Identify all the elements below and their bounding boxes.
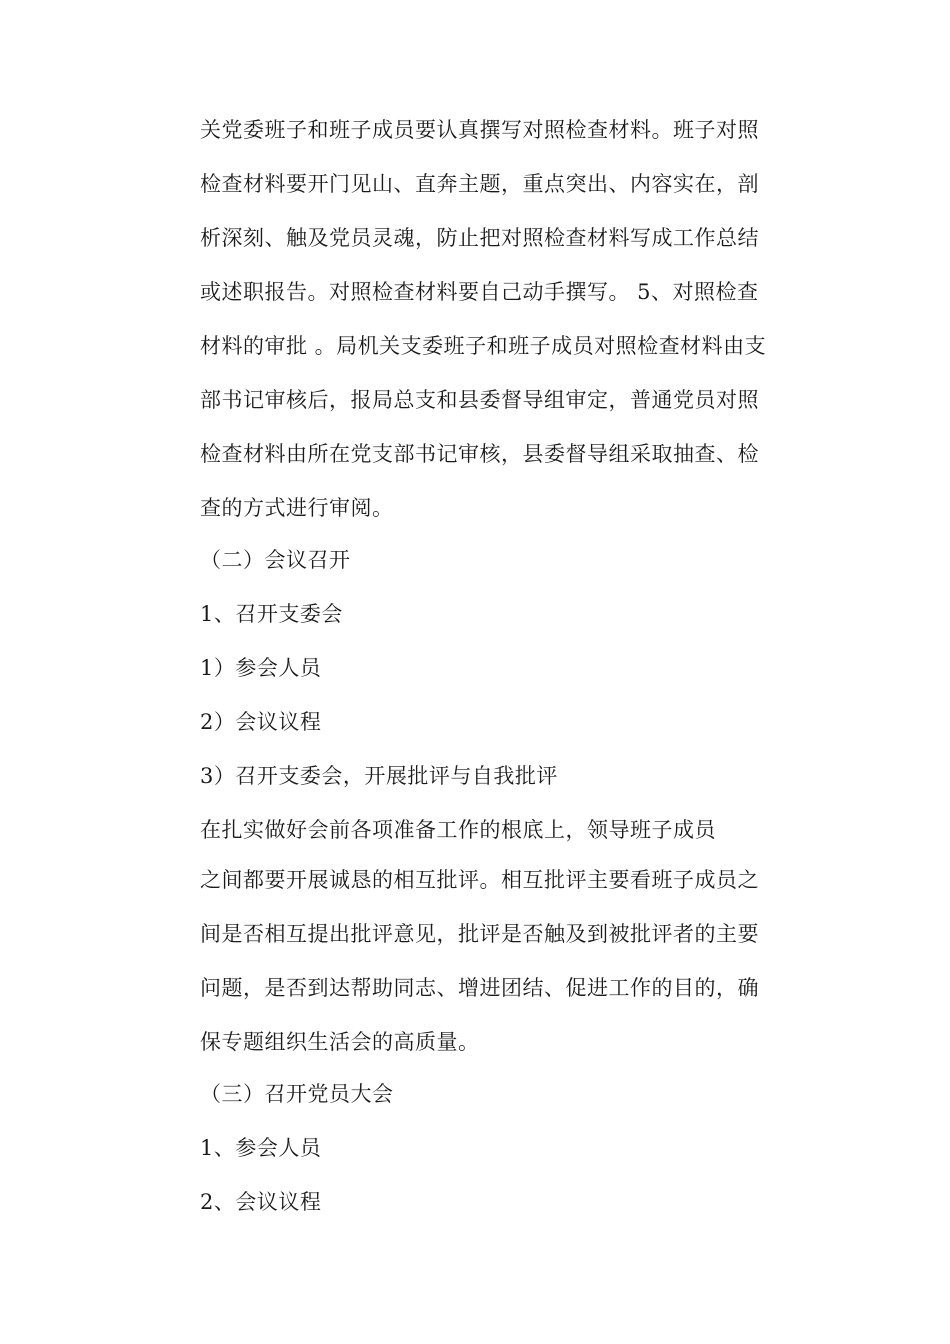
body-text-line: 之间都要开展诚恳的相互批评。相互批评主要看班子成员之: [200, 868, 759, 892]
body-text-line: 保专题组织生活会的高质量。: [200, 1030, 480, 1054]
list-item: 1）参会人员: [200, 656, 322, 680]
subsection-heading: 1、召开支委会: [200, 602, 343, 626]
section-heading: （三）召开党员大会: [200, 1082, 394, 1106]
list-item: 2）会议议程: [200, 710, 322, 734]
body-text-line: 检查材料要开门见山、直奔主题，重点突出、内容实在，剖: [200, 172, 759, 196]
list-item: 2、会议议程: [200, 1190, 322, 1214]
body-text-line: 部书记审核后，报局总支和县委督导组审定，普通党员对照: [200, 388, 759, 412]
body-text-line: 间是否相互提出批评意见，批评是否触及到被批评者的主要: [200, 922, 759, 946]
body-text-line: 或述职报告。对照检查材料要自己动手撰写。 5、对照检查: [200, 280, 759, 304]
list-item: 3）召开支委会，开展批评与自我批评: [200, 764, 558, 788]
body-text-line: 在扎实做好会前各项准备工作的根底上，领导班子成员: [200, 818, 716, 842]
section-heading: （二）会议召开: [200, 548, 351, 572]
body-text-line: 问题，是否到达帮助同志、增进团结、促进工作的目的，确: [200, 976, 759, 1000]
list-item: 1、参会人员: [200, 1136, 322, 1160]
body-text-line: 查的方式进行审阅。: [200, 496, 394, 520]
body-text-line: 关党委班子和班子成员要认真撰写对照检查材料。班子对照: [200, 118, 759, 142]
body-text-line: 析深刻、触及党员灵魂，防止把对照检查材料写成工作总结: [200, 226, 759, 250]
body-text-line: 材料的审批 。局机关支委班子和班子成员对照检查材料由支: [200, 334, 767, 358]
body-text-line: 检查材料由所在党支部书记审核，县委督导组采取抽查、检: [200, 442, 759, 466]
